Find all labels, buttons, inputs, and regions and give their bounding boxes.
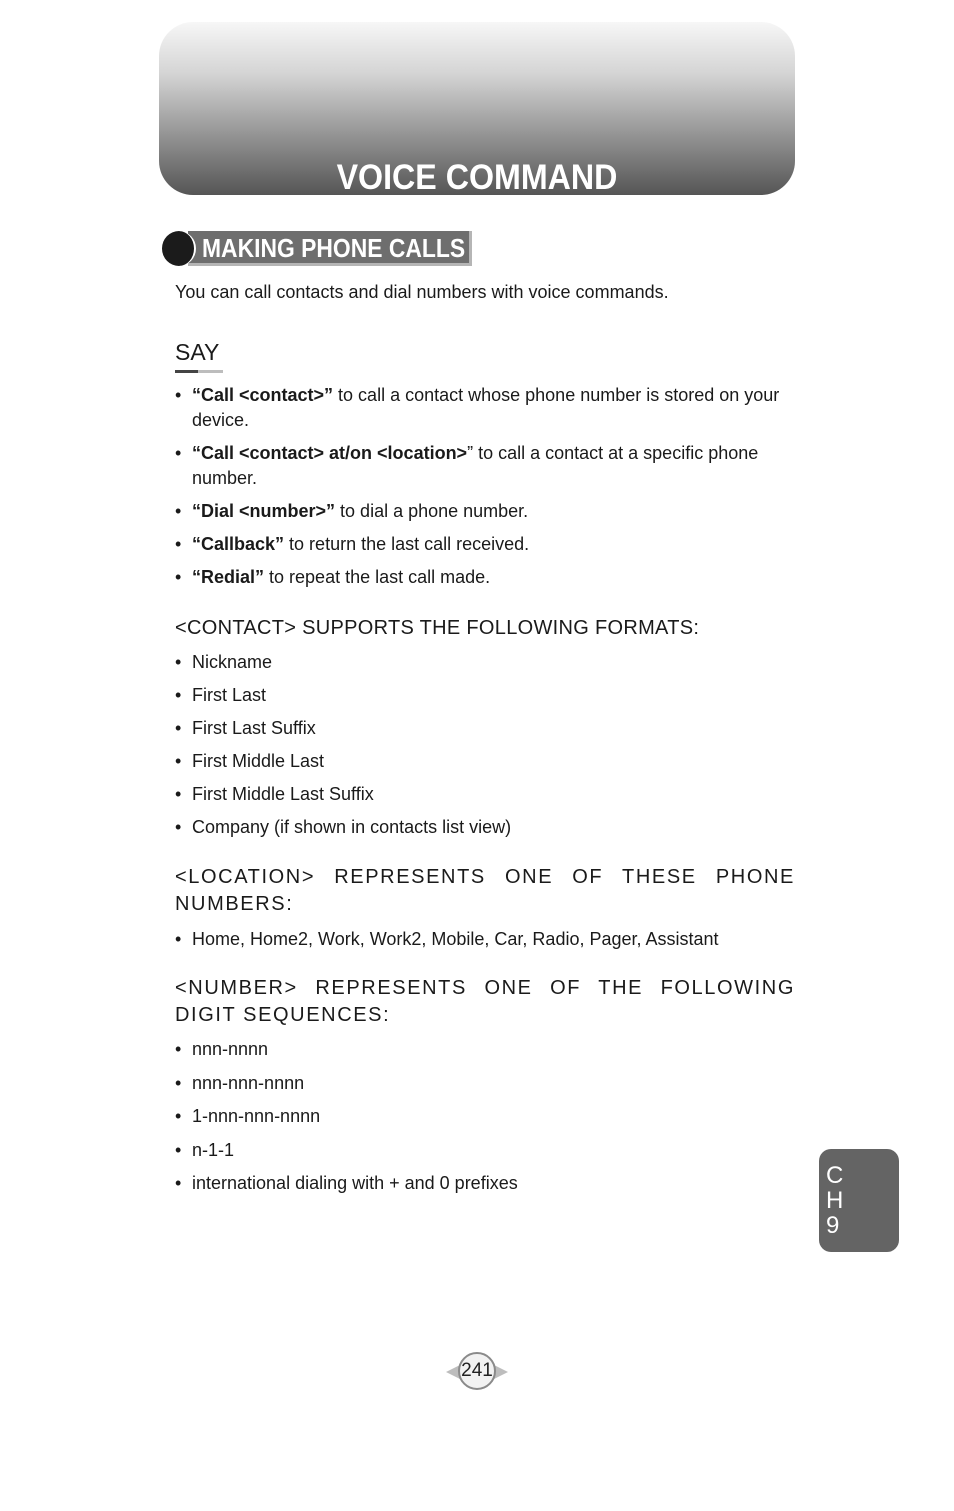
say-underline-accent bbox=[198, 370, 223, 373]
location-list bbox=[175, 927, 719, 952]
list-item: • Company (if shown in contacts list view) bbox=[175, 815, 511, 840]
page-number-badge bbox=[446, 1352, 508, 1392]
section-bullet-icon bbox=[162, 231, 196, 266]
location-heading: <LOCATION> REPRESENTS ONE OF THESE PHONE NUMBERS: bbox=[175, 866, 795, 915]
arrow-right-icon bbox=[494, 1365, 508, 1379]
say-heading: SAY bbox=[175, 339, 220, 365]
chapter-tab bbox=[819, 1149, 899, 1252]
command-description: ” to call a contact at a specific phone number. bbox=[192, 443, 759, 488]
command-phrase: “Call <contact> at/on <location> bbox=[192, 443, 468, 463]
say-command-list bbox=[175, 383, 800, 598]
list-item: • First Last Suffix bbox=[175, 716, 511, 741]
list-item: • nnn-nnnn bbox=[175, 1037, 518, 1062]
command-description: to return the last call received. bbox=[284, 534, 530, 554]
list-item: • Home, Home2, Work, Work2, Mobile, Car, Radio, Pager, Assistant bbox=[175, 927, 719, 952]
command-description: to call a contact whose phone number is stored on your device. bbox=[192, 385, 780, 430]
list-item bbox=[175, 565, 800, 590]
number-heading: <NUMBER> REPRESENTS ONE OF THE FOLLOWING DIGIT SEQUENCES: bbox=[175, 977, 795, 1026]
page-number: 241 bbox=[458, 1352, 496, 1390]
command-phrase: “Redial” bbox=[192, 567, 265, 587]
chapter-tab-h: H bbox=[826, 1187, 844, 1214]
list-item: • First Middle Last bbox=[175, 749, 511, 774]
number-list bbox=[175, 1037, 518, 1205]
list-item: • First Middle Last Suffix bbox=[175, 782, 511, 807]
list-item: • international dialing with + and 0 prefixes bbox=[175, 1171, 518, 1196]
list-item: • 1-nnn-nnn-nnnn bbox=[175, 1104, 518, 1129]
command-description: to repeat the last call made. bbox=[264, 567, 491, 587]
chapter-tab-number: 9 bbox=[826, 1212, 840, 1239]
intro-text: You can call contacts and dial numbers with voice commands. bbox=[175, 282, 669, 302]
list-item: • Nickname bbox=[175, 650, 511, 675]
list-item: • First Last bbox=[175, 683, 511, 708]
page-title: VOICE COMMAND bbox=[336, 158, 618, 197]
command-phrase: “Dial <number>” bbox=[192, 501, 336, 521]
list-item bbox=[175, 383, 800, 433]
command-phrase: “Call <contact>” bbox=[192, 385, 334, 405]
command-description: to dial a phone number. bbox=[335, 501, 529, 521]
header-banner bbox=[159, 22, 795, 195]
section-title: MAKING PHONE CALLS bbox=[202, 233, 466, 263]
list-item bbox=[175, 441, 800, 491]
command-phrase: “Callback” bbox=[192, 534, 285, 554]
list-item: • nnn-nnn-nnnn bbox=[175, 1071, 518, 1096]
contact-formats-list bbox=[175, 650, 511, 848]
chapter-tab-c: C bbox=[826, 1162, 844, 1189]
list-item: • n-1-1 bbox=[175, 1138, 518, 1163]
list-item bbox=[175, 499, 800, 524]
section-heading bbox=[162, 231, 474, 266]
list-item bbox=[175, 532, 800, 557]
contact-formats-heading: <CONTACT> SUPPORTS THE FOLLOWING FORMATS: bbox=[175, 617, 700, 639]
